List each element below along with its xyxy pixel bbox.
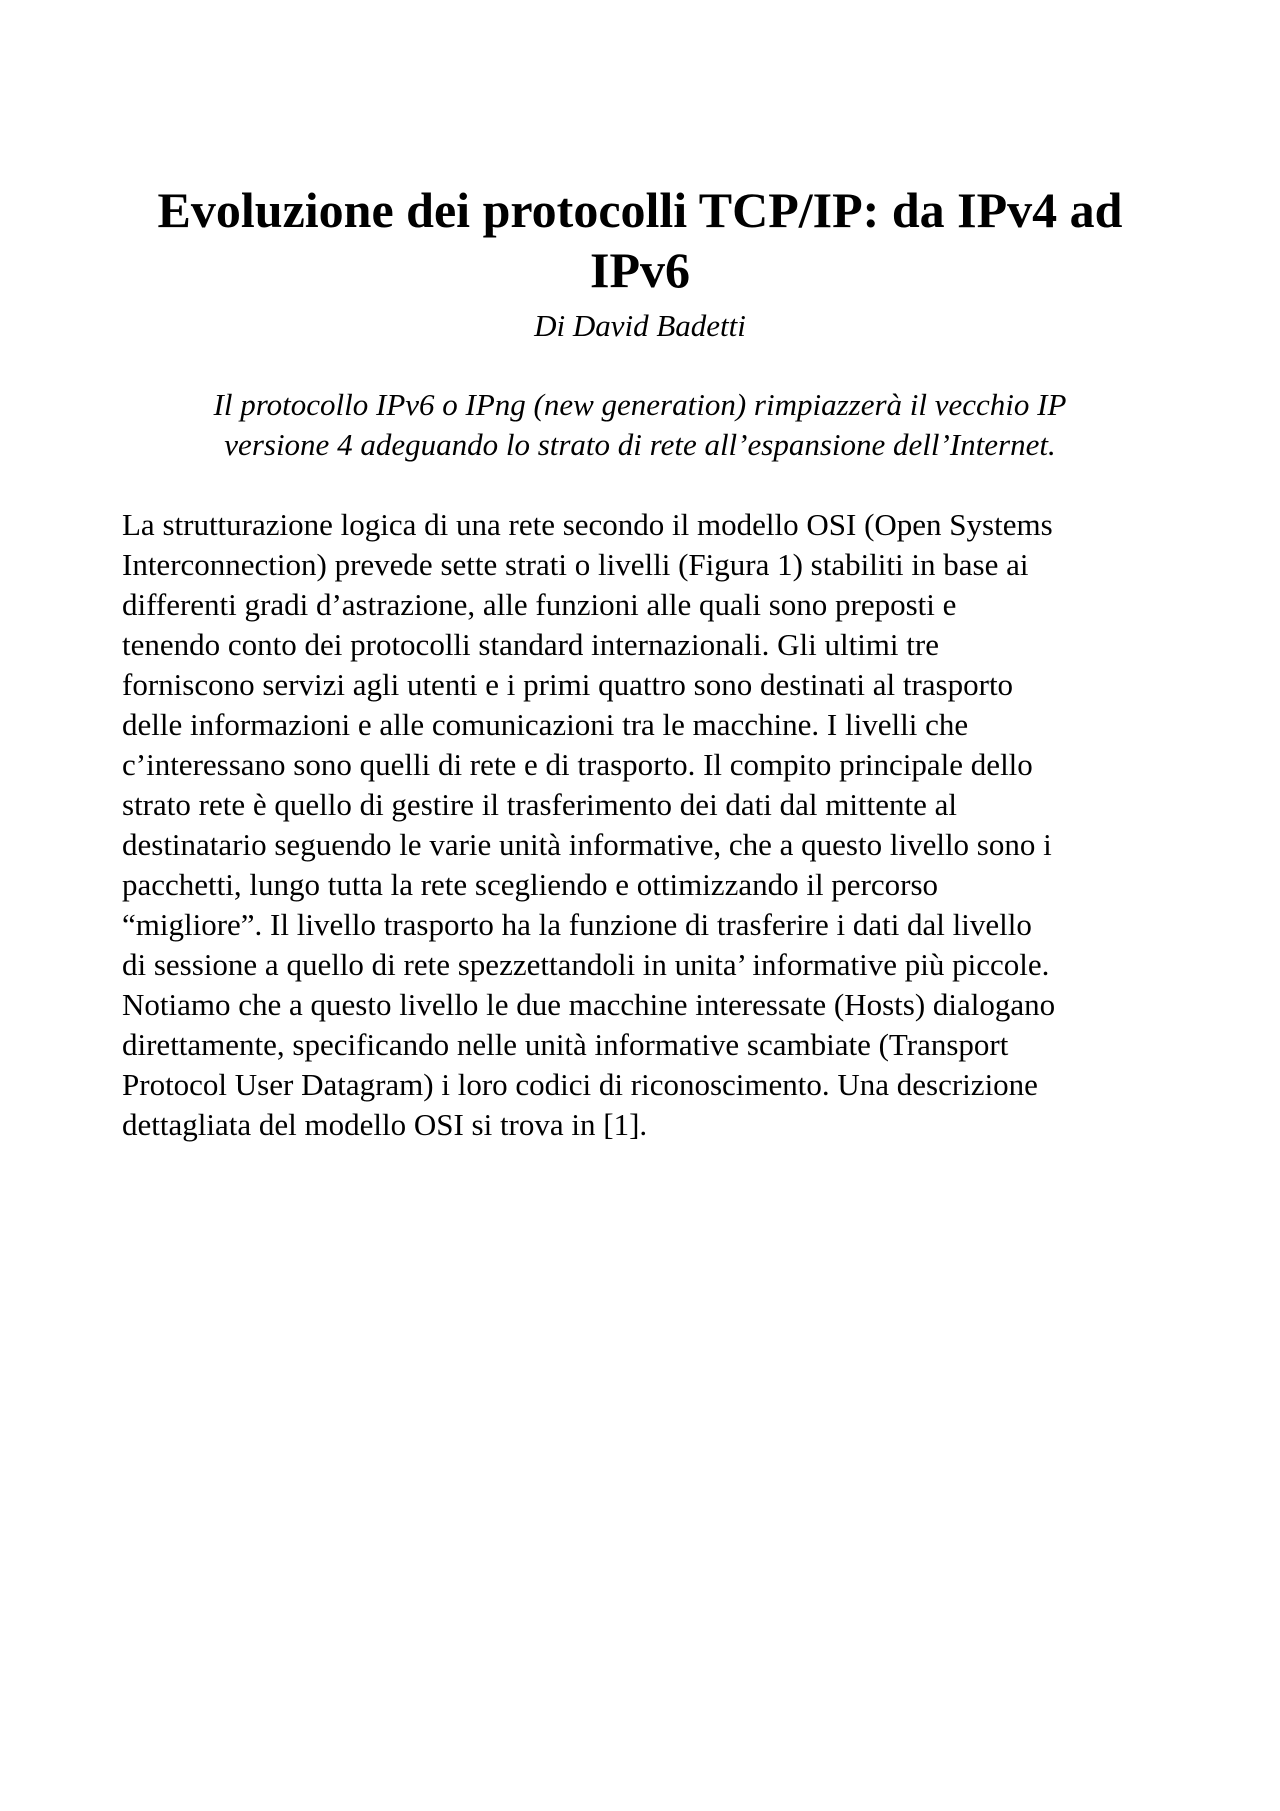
body-line: destinatario seguendo le varie unità informative, che a questo livello sono i bbox=[122, 827, 1052, 862]
abstract-line: Il protocollo IPv6 o IPng (new generation) rimpiazzerà il vecchio IP bbox=[213, 387, 1067, 422]
abstract bbox=[100, 385, 1180, 465]
body-line: delle informazioni e alle comunicazioni tra le macchine. I livelli che bbox=[122, 707, 969, 742]
body-line: differenti gradi d’astrazione, alle funzioni alle quali sono preposti e bbox=[122, 587, 957, 622]
body-paragraph bbox=[122, 505, 1192, 1145]
body-line: Notiamo che a questo livello le due macchine interessate (Hosts) dialogano bbox=[122, 987, 1056, 1022]
body-line: direttamente, specificando nelle unità informative scambiate (Transport bbox=[122, 1027, 1009, 1062]
body-line: c’interessano sono quelli di rete e di trasporto. Il compito principale dello bbox=[122, 747, 1033, 782]
document-title bbox=[100, 180, 1180, 300]
body-line: dettagliata del modello OSI si trova in [1]. bbox=[122, 1107, 648, 1142]
body-line: strato rete è quello di gestire il trasferimento dei dati dal mittente al bbox=[122, 787, 957, 822]
body-line: La strutturazione logica di una rete secondo il modello OSI (Open Systems bbox=[122, 507, 1053, 542]
title-line: IPv6 bbox=[590, 242, 690, 298]
body-line: forniscono servizi agli utenti e i primi quattro sono destinati al trasporto bbox=[122, 667, 1014, 702]
body-line: Interconnection) prevede sette strati o livelli (Figura 1) stabiliti in base ai bbox=[122, 547, 1029, 582]
body-line: pacchetti, lungo tutta la rete scegliendo e ottimizzando il percorso bbox=[122, 867, 939, 902]
body-line: di sessione a quello di rete spezzettandoli in unita’ informative più piccole. bbox=[122, 947, 1050, 982]
body-line: Protocol User Datagram) i loro codici di riconoscimento. Una descrizione bbox=[122, 1067, 1038, 1102]
body-line: tenendo conto dei protocolli standard internazionali. Gli ultimi tre bbox=[122, 627, 939, 662]
title-line: Evoluzione dei protocolli TCP/IP: da IPv4 ad bbox=[157, 182, 1123, 238]
body-line: “migliore”. Il livello trasporto ha la funzione di trasferire i dati dal livello bbox=[122, 907, 1032, 942]
abstract-line: versione 4 adeguando lo strato di rete all’espansione dell’Internet. bbox=[224, 427, 1056, 462]
author-byline: Di David Badetti bbox=[534, 308, 746, 343]
